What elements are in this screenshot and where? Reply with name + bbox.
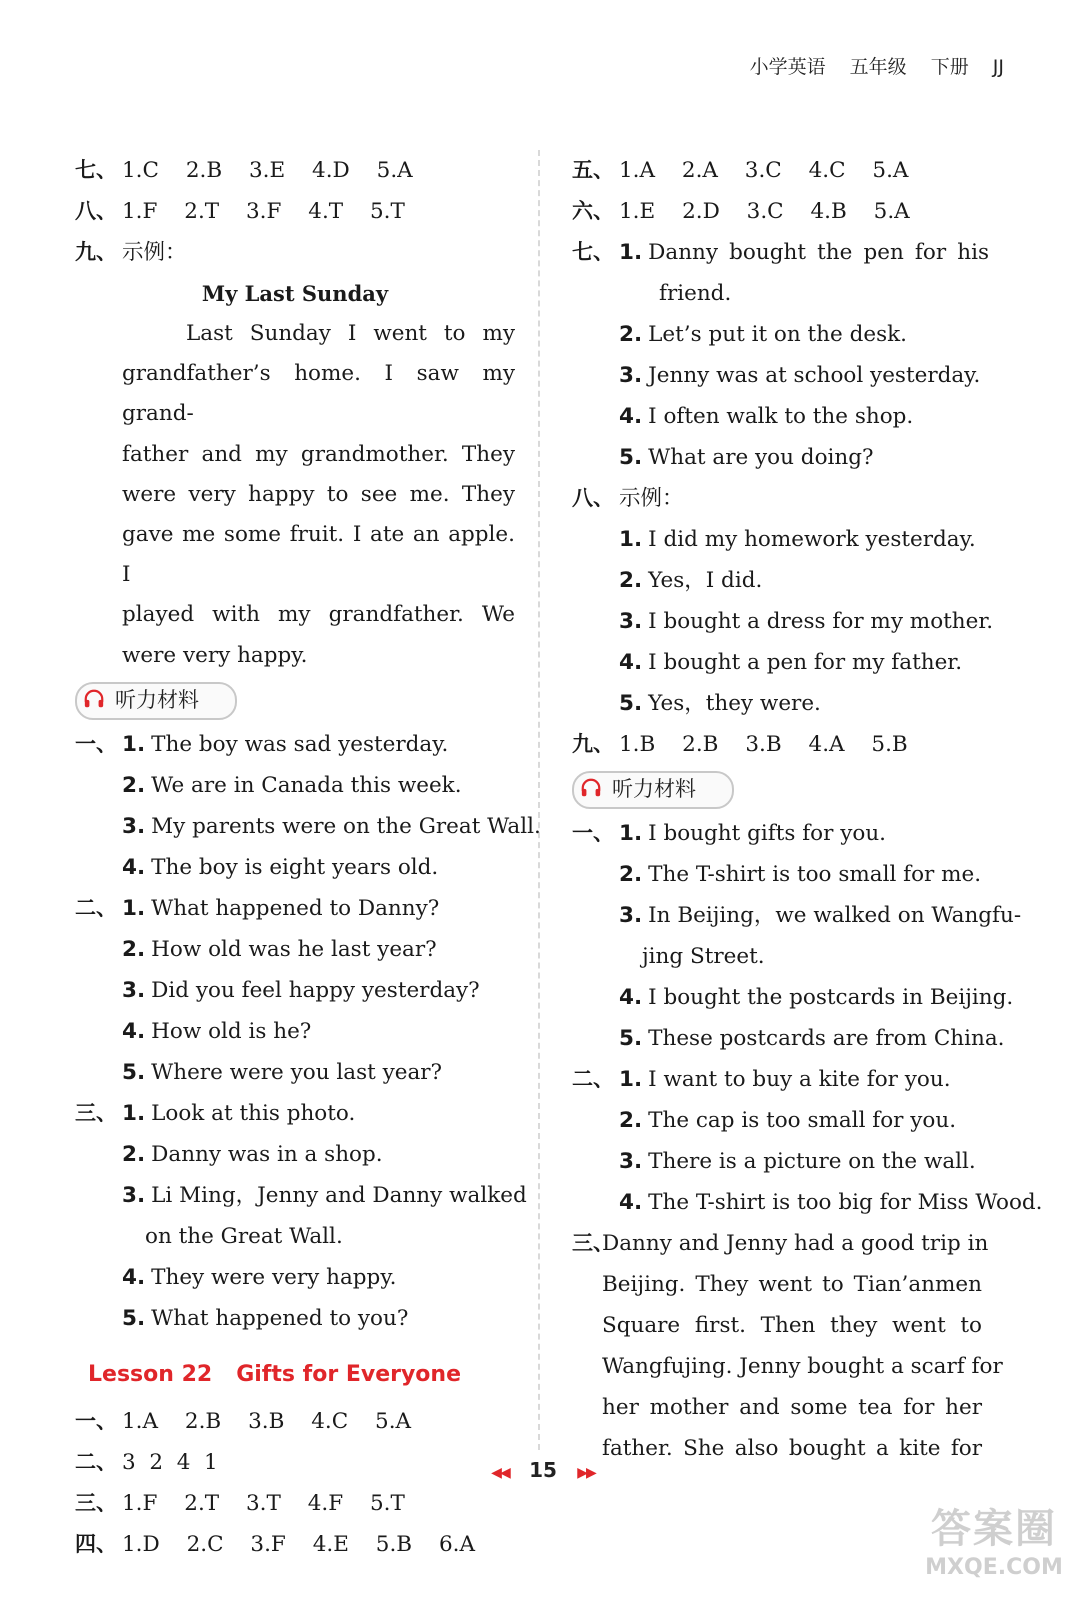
option: 6.A <box>438 1531 475 1557</box>
sentence: I bought a pen for my father. <box>648 650 963 675</box>
option: 1.C <box>122 158 159 183</box>
list-item: 3. Jenny was at school yesterday. <box>619 363 981 388</box>
list-item: 4. They were very happy. <box>122 1264 397 1290</box>
listening-badge <box>572 767 1012 811</box>
passage-line <box>572 1305 1012 1346</box>
list-item: 三、 1. Look at this photo. <box>75 1093 515 1134</box>
question-mark: 一、 <box>75 1408 117 1433</box>
essay-body <box>122 314 515 676</box>
header-term: 下册 <box>930 56 969 78</box>
question-mark: 三、 <box>572 1231 614 1255</box>
sentence: friend. <box>659 281 732 306</box>
listening-label: 听力材料 <box>115 687 199 712</box>
passage-line <box>572 1264 1012 1305</box>
question-mark: 二、 <box>75 895 117 920</box>
sentence: What are you doing? <box>648 445 874 470</box>
list-item: 七、 1. Danny bought the pen for his <box>572 232 1012 273</box>
sentence: These postcards are from China. <box>648 1026 1005 1051</box>
list-item: 2. We are in Canada this week. <box>122 772 462 798</box>
option: 1.D <box>122 1531 160 1557</box>
essay-line: were very happy to see me. They <box>122 481 515 507</box>
option: 5.T <box>369 199 405 224</box>
answer-row-5 <box>572 150 1012 191</box>
option: 3.E <box>248 158 286 183</box>
option: 1.F <box>122 199 158 224</box>
watermark <box>914 1504 1074 1594</box>
question-mark: 九、 <box>572 732 614 756</box>
arrow-left-icon: ◀◀ <box>491 1465 509 1481</box>
list-item: 4. The boy is eight years old. <box>122 854 439 880</box>
question-mark: 三、 <box>75 1100 117 1125</box>
option: 2.T <box>184 1490 220 1516</box>
list-item: 3. In Beijing，we walked on Wangfu- <box>619 903 1022 928</box>
list-item: 5. What are you doing? <box>619 445 874 470</box>
option: 2.A <box>681 158 718 183</box>
sentence: I want to buy a kite for you. <box>648 1067 951 1092</box>
option: 5.A <box>375 1408 412 1434</box>
listening-badge <box>75 678 515 722</box>
sentence: father. She also bought a kite for <box>602 1436 982 1461</box>
question-mark: 七、 <box>75 158 117 182</box>
left-column <box>75 150 541 1565</box>
header-grade: 五年级 <box>849 56 907 78</box>
essay-line: father and my grandmother. They <box>122 441 515 467</box>
sentence: Danny and Jenny had a good trip in <box>602 1231 989 1256</box>
sentence: In Beijing，we walked on Wangfu- <box>648 903 1022 928</box>
list-item: 3. Li Ming，Jenny and Danny walked <box>122 1182 527 1208</box>
headphones-icon <box>83 688 105 710</box>
lesson-heading <box>75 1349 515 1401</box>
page-number: 15 <box>529 1458 557 1482</box>
sentence: I did my homework yesterday. <box>648 527 976 552</box>
sentence: What happened to you? <box>151 1305 409 1331</box>
sentence: The boy was sad yesterday. <box>151 731 449 757</box>
sentence: Li Ming，Jenny and Danny walked <box>151 1182 527 1208</box>
example-label: 示例： <box>619 486 684 511</box>
sentence: I bought gifts for you. <box>648 821 886 846</box>
option: 3.T <box>245 1490 281 1516</box>
listening-label: 听力材料 <box>612 777 696 801</box>
sentence: My parents were on the Great Wall. <box>151 813 541 839</box>
sentence: The boy is eight years old. <box>151 854 439 880</box>
sentence: How old is he? <box>151 1018 312 1044</box>
sentence: her mother and some tea for her <box>602 1395 982 1420</box>
option: 2.T <box>184 199 220 224</box>
option: 5.T <box>369 1490 405 1516</box>
sentence: Look at this photo. <box>151 1100 356 1126</box>
option: 3.B <box>248 1408 285 1434</box>
essay-line: grandfather’s home. I saw my grand- <box>122 361 515 427</box>
answer-row-7 <box>75 150 515 191</box>
page-footer <box>0 1458 1086 1482</box>
question-mark: 四、 <box>75 1531 117 1556</box>
list-item-continuation <box>572 273 1012 314</box>
sentence: Square first. Then they went to <box>602 1313 982 1338</box>
essay-title: My Last Sunday <box>201 281 389 306</box>
sentence: I often walk to the shop. <box>648 404 914 429</box>
list-item: 5. Where were you last year? <box>122 1059 443 1085</box>
option: 4.A <box>808 732 845 757</box>
list-item: 4. I bought a pen for my father. <box>619 650 963 675</box>
header-edition: JJ <box>992 56 1004 78</box>
question-mark: 二、 <box>75 1449 117 1474</box>
list-item: 一、 1. I bought gifts for you. <box>572 813 1012 854</box>
sentence: Jenny was at school yesterday. <box>648 363 981 388</box>
option: 1.B <box>619 732 656 757</box>
list-item: 4. I bought the postcards in Beijing. <box>619 985 1014 1010</box>
answer-row-1 <box>75 1401 515 1442</box>
answer-row-3 <box>75 1483 515 1524</box>
option: 1.F <box>122 1490 158 1516</box>
list-item: 2. Danny was in a shop. <box>122 1141 383 1167</box>
sentence: We are in Canada this week. <box>151 772 462 798</box>
sentence: Yes，I did. <box>648 568 763 593</box>
sentence: The T-shirt is too big for Miss Wood. <box>648 1190 1043 1215</box>
sentence: Danny was in a shop. <box>151 1141 383 1167</box>
list-item-continuation <box>572 936 1012 977</box>
question-mark: 五、 <box>572 158 614 182</box>
answer-row-8 <box>75 191 515 232</box>
sentence: I bought a dress for my mother. <box>648 609 994 634</box>
question-mark: 一、 <box>572 821 614 845</box>
option: 4.F <box>307 1490 344 1516</box>
list-item: 1. I did my homework yesterday. <box>619 527 976 552</box>
list-item: 4. I often walk to the shop. <box>619 404 914 429</box>
option: 3.F <box>250 1531 286 1557</box>
list-item: 5. Yes，they were. <box>619 691 821 716</box>
question-mark: 六、 <box>572 199 614 223</box>
option: 2.B <box>184 1408 222 1434</box>
option: 4.T <box>308 199 344 224</box>
sentence: Danny bought the pen for his <box>648 240 989 265</box>
list-item: 一、 1. The boy was sad yesterday. <box>75 724 515 765</box>
sentence: I bought the postcards in Beijing. <box>648 985 1014 1010</box>
option: 5.B <box>871 732 908 757</box>
passage-line <box>572 1346 1012 1387</box>
list-item: 3. Did you feel happy yesterday? <box>122 977 480 1003</box>
list-item: 3. I bought a dress for my mother. <box>619 609 994 634</box>
header-subject: 小学英语 <box>749 56 826 78</box>
question-mark: 七、 <box>572 240 614 264</box>
lesson-number: Lesson 22 <box>88 1361 213 1387</box>
option: 2.B <box>185 158 223 183</box>
essay-line: played with my grandfather. We <box>122 602 515 628</box>
order-answer: 3 2 4 1 <box>122 1449 218 1475</box>
option: 4.C <box>808 158 846 183</box>
option: 1.A <box>122 1408 159 1434</box>
list-item: 2. The T-shirt is too small for me. <box>619 862 982 887</box>
option: 1.A <box>619 158 656 183</box>
answer-row-4 <box>75 1524 515 1565</box>
essay-line: gave me some fruit. I ate an apple. I <box>122 522 515 588</box>
list-item: 3. There is a picture on the wall. <box>619 1149 976 1174</box>
list-item: 4. How old is he? <box>122 1018 312 1044</box>
sentence: The cap is too small for you. <box>648 1108 957 1133</box>
list-item: 4. The T-shirt is too big for Miss Wood. <box>619 1190 1043 1215</box>
sentence: Where were you last year? <box>151 1059 443 1085</box>
sentence: Yes，they were. <box>648 691 821 716</box>
question-mark: 一、 <box>75 731 117 756</box>
question-mark: 二、 <box>572 1067 614 1091</box>
option: 5.A <box>872 158 909 183</box>
option: 4.C <box>311 1408 349 1434</box>
list-item: 3. My parents were on the Great Wall. <box>122 813 541 839</box>
option: 5.B <box>375 1531 413 1557</box>
answer-row-6 <box>572 191 1012 232</box>
option: 5.A <box>376 158 413 183</box>
list-item-continuation <box>75 1216 515 1257</box>
passage-line <box>572 1223 1012 1264</box>
list-item: 5. What happened to you? <box>122 1305 409 1331</box>
right-column <box>572 150 1043 1469</box>
sentence: What happened to Danny? <box>151 895 440 921</box>
passage-line <box>572 1387 1012 1428</box>
watermark-bottom: MXQE.COM <box>925 1555 1063 1580</box>
option: 4.E <box>312 1531 349 1557</box>
sentence: There is a picture on the wall. <box>648 1149 976 1174</box>
question-mark: 九、 <box>75 240 117 264</box>
arrow-right-icon: ▶▶ <box>577 1465 595 1481</box>
option: 5.A <box>873 199 910 224</box>
question-mark: 八、 <box>75 199 117 223</box>
option: 3.C <box>746 199 784 224</box>
lesson-title: Gifts for Everyone <box>236 1361 461 1387</box>
question-mark: 八、 <box>572 486 614 510</box>
page-header <box>732 52 1004 79</box>
list-item: 2. How old was he last year? <box>122 936 437 962</box>
sentence: Beijing. They went to Tian’anmen <box>602 1272 982 1297</box>
sentence: They were very happy. <box>151 1264 397 1290</box>
list-item: 2. Yes，I did. <box>619 568 763 593</box>
option: 3.B <box>745 732 782 757</box>
sentence: Did you feel happy yesterday? <box>151 977 480 1003</box>
example-label: 示例： <box>122 240 187 265</box>
option: 1.E <box>619 199 656 224</box>
option: 2.C <box>186 1531 224 1557</box>
sentence: Wangfujing. Jenny bought a scarf for <box>602 1354 1003 1379</box>
sentence: jing Street. <box>642 944 765 969</box>
list-item: 2. Let’s put it on the desk. <box>619 322 907 347</box>
essay-line: were very happy. <box>122 642 308 668</box>
option: 3.C <box>744 158 782 183</box>
list-item: 2. The cap is too small for you. <box>619 1108 957 1133</box>
headphones-icon <box>580 777 602 799</box>
sentence: How old was he last year? <box>151 936 437 962</box>
watermark-top: 答案圈 <box>931 1506 1057 1552</box>
answer-row-9 <box>572 724 1012 765</box>
question-mark: 三、 <box>75 1490 117 1515</box>
option: 2.D <box>682 199 720 224</box>
list-item: 5. These postcards are from China. <box>619 1026 1005 1051</box>
answer-row-9 <box>75 232 515 273</box>
sentence: Let’s put it on the desk. <box>648 322 907 347</box>
option: 3.F <box>245 199 282 224</box>
column-divider <box>538 150 540 1450</box>
list-item: 二、 1. What happened to Danny? <box>75 888 515 929</box>
sentence: on the Great Wall. <box>145 1223 343 1249</box>
list-item: 二、 1. I want to buy a kite for you. <box>572 1059 1012 1100</box>
essay-line: Last Sunday I went to my <box>186 321 515 346</box>
answer-row-8 <box>572 478 1012 519</box>
sentence: The T-shirt is too small for me. <box>648 862 982 887</box>
option: 4.B <box>810 199 847 224</box>
option: 2.B <box>682 732 719 757</box>
option: 4.D <box>312 158 350 183</box>
